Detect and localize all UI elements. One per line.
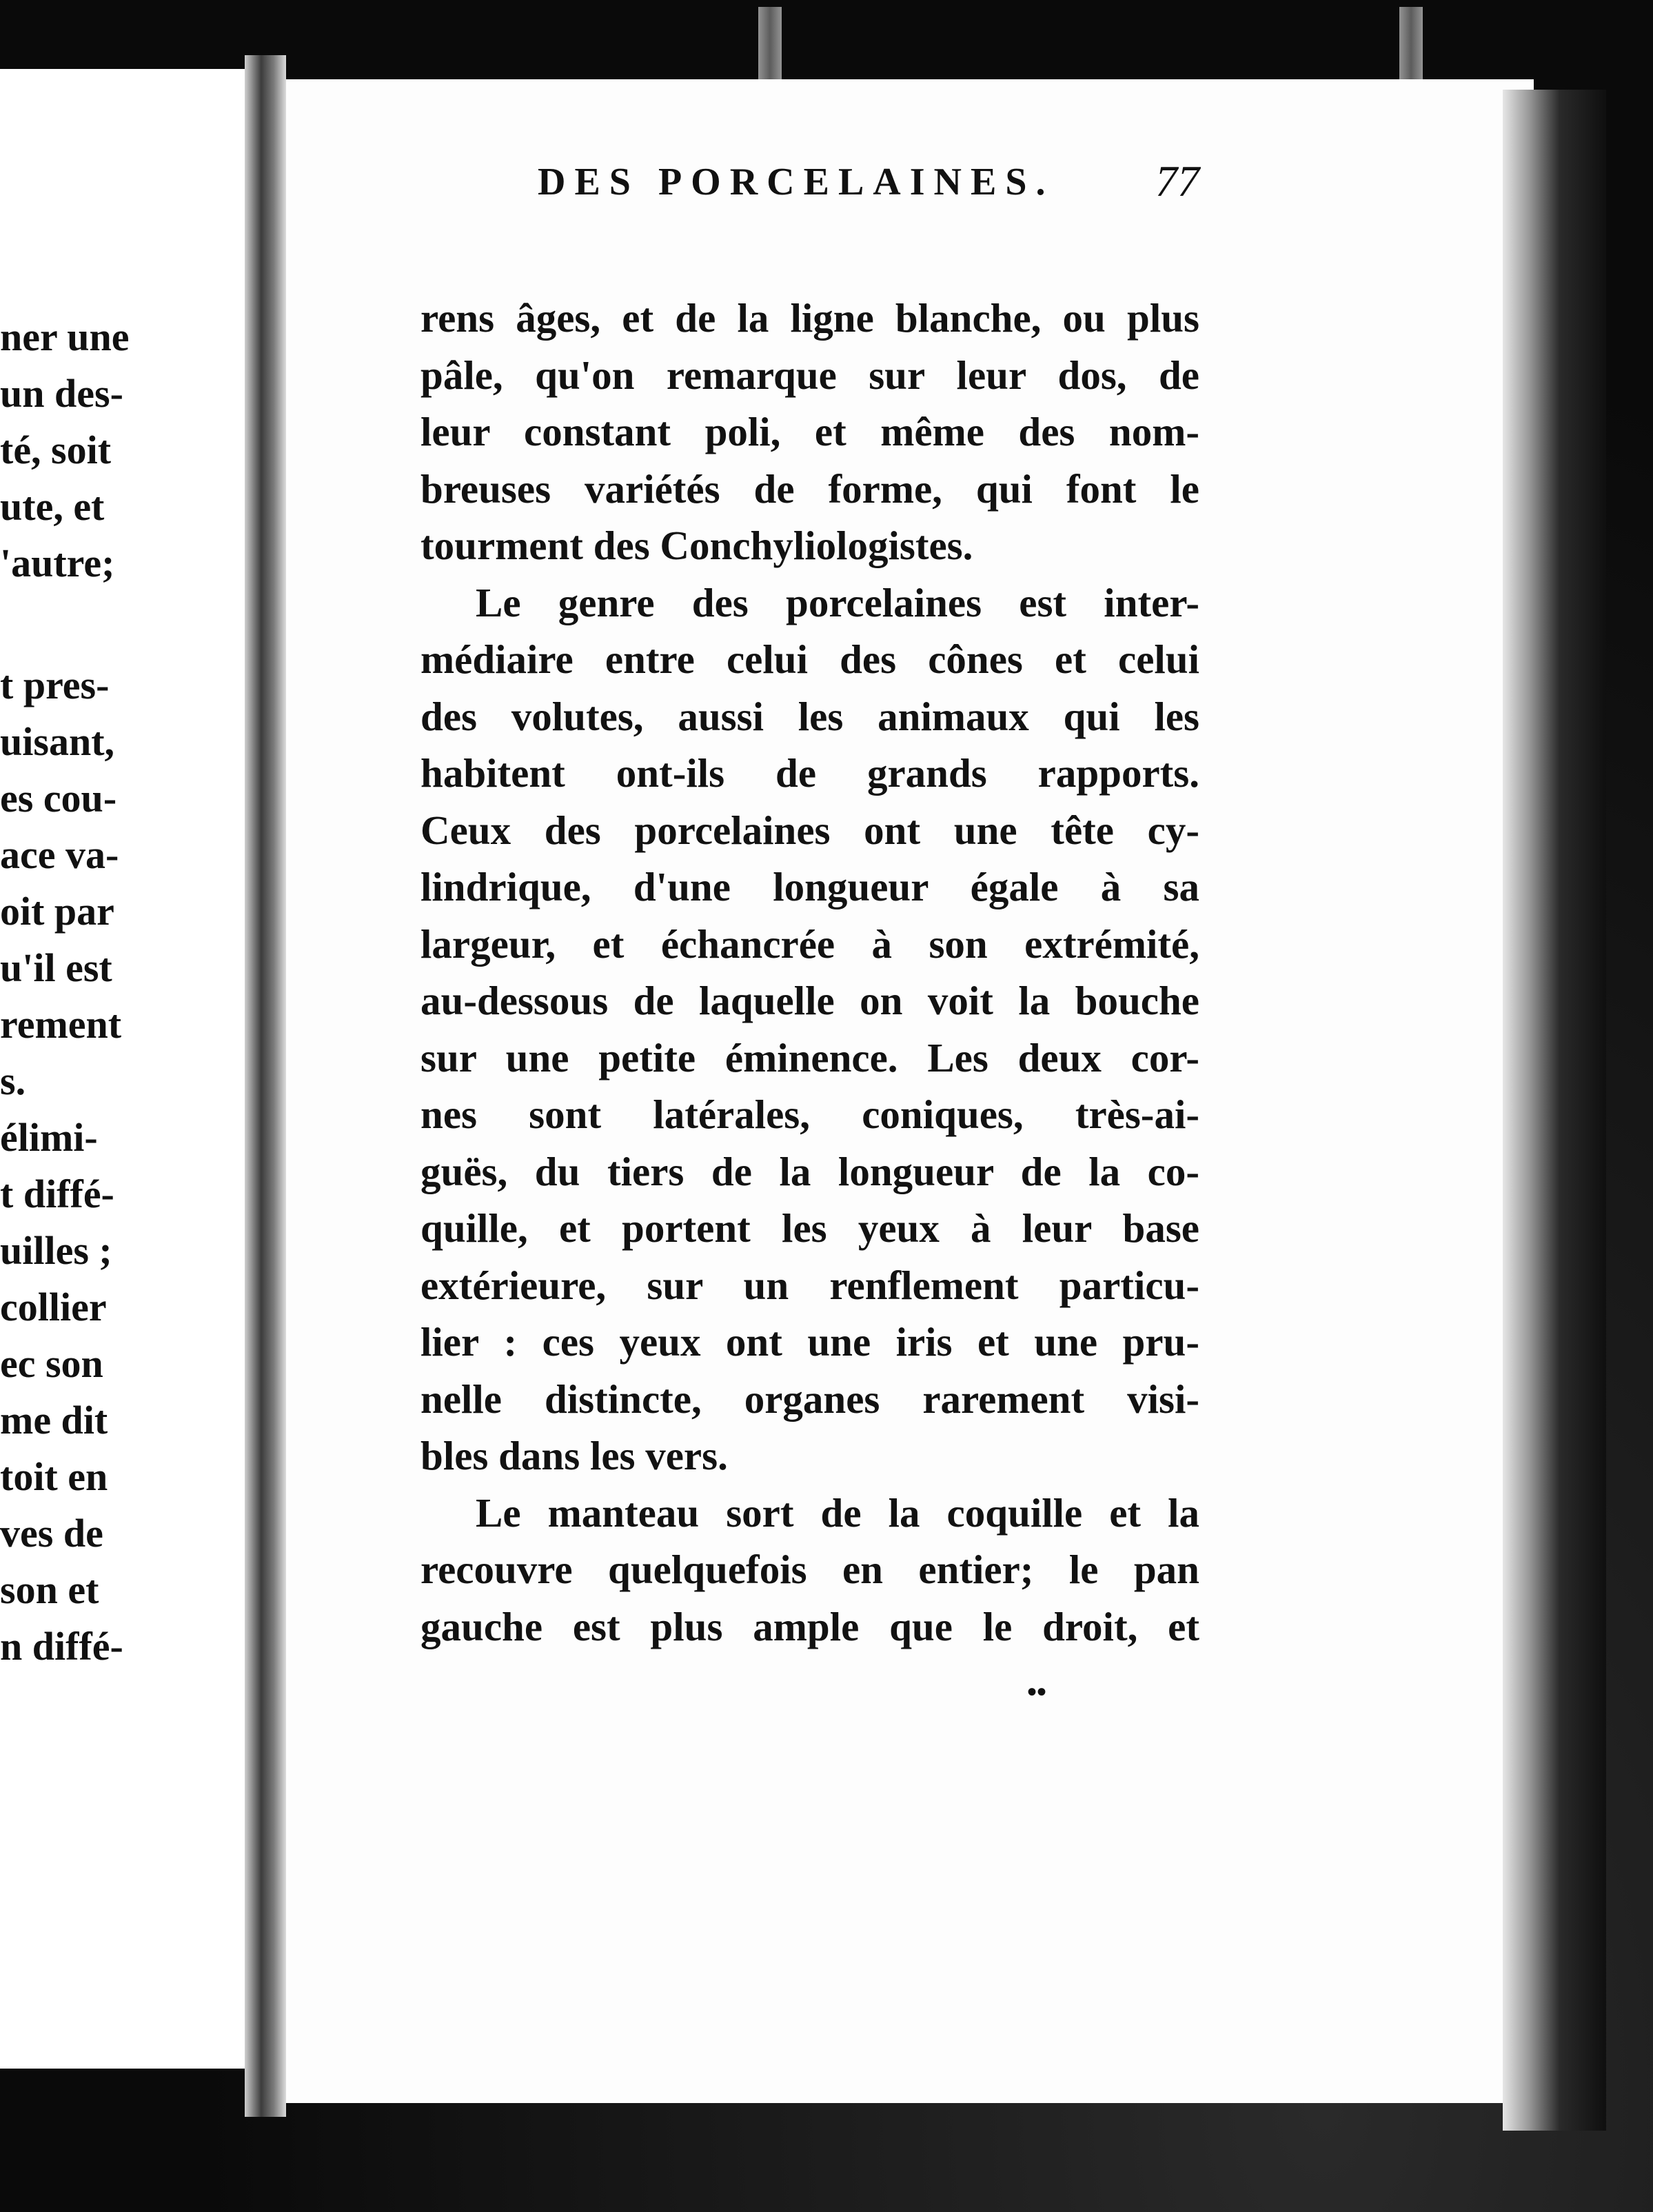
left-line-fragment: uisant, — [0, 719, 115, 764]
text-line: Le genre des porcelaines est inter- — [476, 579, 1199, 625]
left-line-fragment: n diffé- — [0, 1624, 123, 1669]
page-edge-shadow — [1503, 90, 1606, 2131]
left-line-fragment: son et — [0, 1567, 99, 1612]
text-line: largeur, et échancrée à son extrémité, — [420, 921, 1199, 967]
body-text — [420, 290, 1199, 1655]
text-line: pâle, qu'on remarque sur leur dos, de — [420, 352, 1199, 398]
left-line-fragment: un des- — [0, 371, 123, 416]
text-line: rens âges, et de la ligne blanche, ou plus — [420, 295, 1199, 341]
left-line-fragment: ute, et — [0, 484, 105, 529]
text-line: leur constant poli, et même des nom- — [420, 409, 1199, 454]
left-line-fragment: toit en — [0, 1454, 108, 1499]
text-line: breuses variétés de forme, qui font le — [420, 465, 1199, 512]
left-line-fragment: es cou- — [0, 776, 117, 821]
running-title: DES PORCELAINES. — [538, 161, 1055, 203]
book-gutter — [245, 55, 286, 2117]
left-line-fragment: 'autre; — [0, 541, 115, 585]
text-line: Le manteau sort de la coquille et la — [476, 1489, 1199, 1536]
page-number: 77 — [1155, 157, 1199, 205]
left-line-fragment: t diffé- — [0, 1172, 114, 1216]
binding-clip — [1399, 7, 1423, 83]
catchword-mark: •• — [1027, 1676, 1047, 1707]
left-line-fragment: rement — [0, 1002, 122, 1047]
text-line: guës, du tiers de la longueur de la co- — [420, 1148, 1199, 1194]
facing-page-left — [0, 69, 245, 2069]
text-line: Ceux des porcelaines ont une tête cy- — [420, 807, 1199, 853]
text-line: gauche est plus ample que le droit, et — [420, 1603, 1199, 1649]
binding-clip — [758, 7, 782, 83]
text-line: des volutes, aussi les animaux qui les — [420, 693, 1199, 739]
left-line-fragment: u'il est — [0, 945, 112, 990]
text-line: lindrique, d'une longueur égale à sa — [420, 864, 1199, 909]
left-line-fragment: ves de — [0, 1511, 103, 1556]
text-line: quille, et portent les yeux à leur base — [420, 1205, 1199, 1251]
left-line-fragment: me dit — [0, 1398, 108, 1442]
left-line-fragment: élimi- — [0, 1115, 98, 1160]
left-line-fragment: t pres- — [0, 663, 110, 707]
left-line-fragment: uilles ; — [0, 1228, 112, 1273]
text-line: tourment des Conchyliologistes. — [420, 523, 973, 568]
left-line-fragment: collier — [0, 1285, 107, 1329]
text-line: lier : ces yeux ont une iris et une pru- — [420, 1319, 1199, 1365]
text-line: recouvre quelquefois en entier; le pan — [420, 1547, 1199, 1592]
left-line-fragment: ner une — [0, 314, 130, 359]
running-head — [538, 157, 1199, 215]
left-line-fragment: ec son — [0, 1341, 103, 1386]
text-line: médiaire entre celui des cônes et celui — [420, 636, 1199, 682]
text-line: nes sont latérales, coniques, très-ai- — [420, 1092, 1199, 1137]
left-line-fragment: oit par — [0, 889, 114, 934]
left-line-fragment: s. — [0, 1058, 26, 1103]
text-line: bles dans les vers. — [420, 1433, 728, 1478]
text-line: au-dessous de laquelle on voit la bouche — [420, 978, 1199, 1023]
text-line: nelle distincte, organes rarement visi- — [420, 1376, 1199, 1422]
text-line: extérieure, sur un renflement particu- — [420, 1262, 1199, 1308]
text-line: habitent ont-ils de grands rapports. — [420, 750, 1199, 796]
left-line-fragment: té, soit — [0, 428, 112, 472]
left-line-fragment: ace va- — [0, 832, 119, 877]
text-line: sur une petite éminence. Les deux cor- — [420, 1034, 1199, 1080]
